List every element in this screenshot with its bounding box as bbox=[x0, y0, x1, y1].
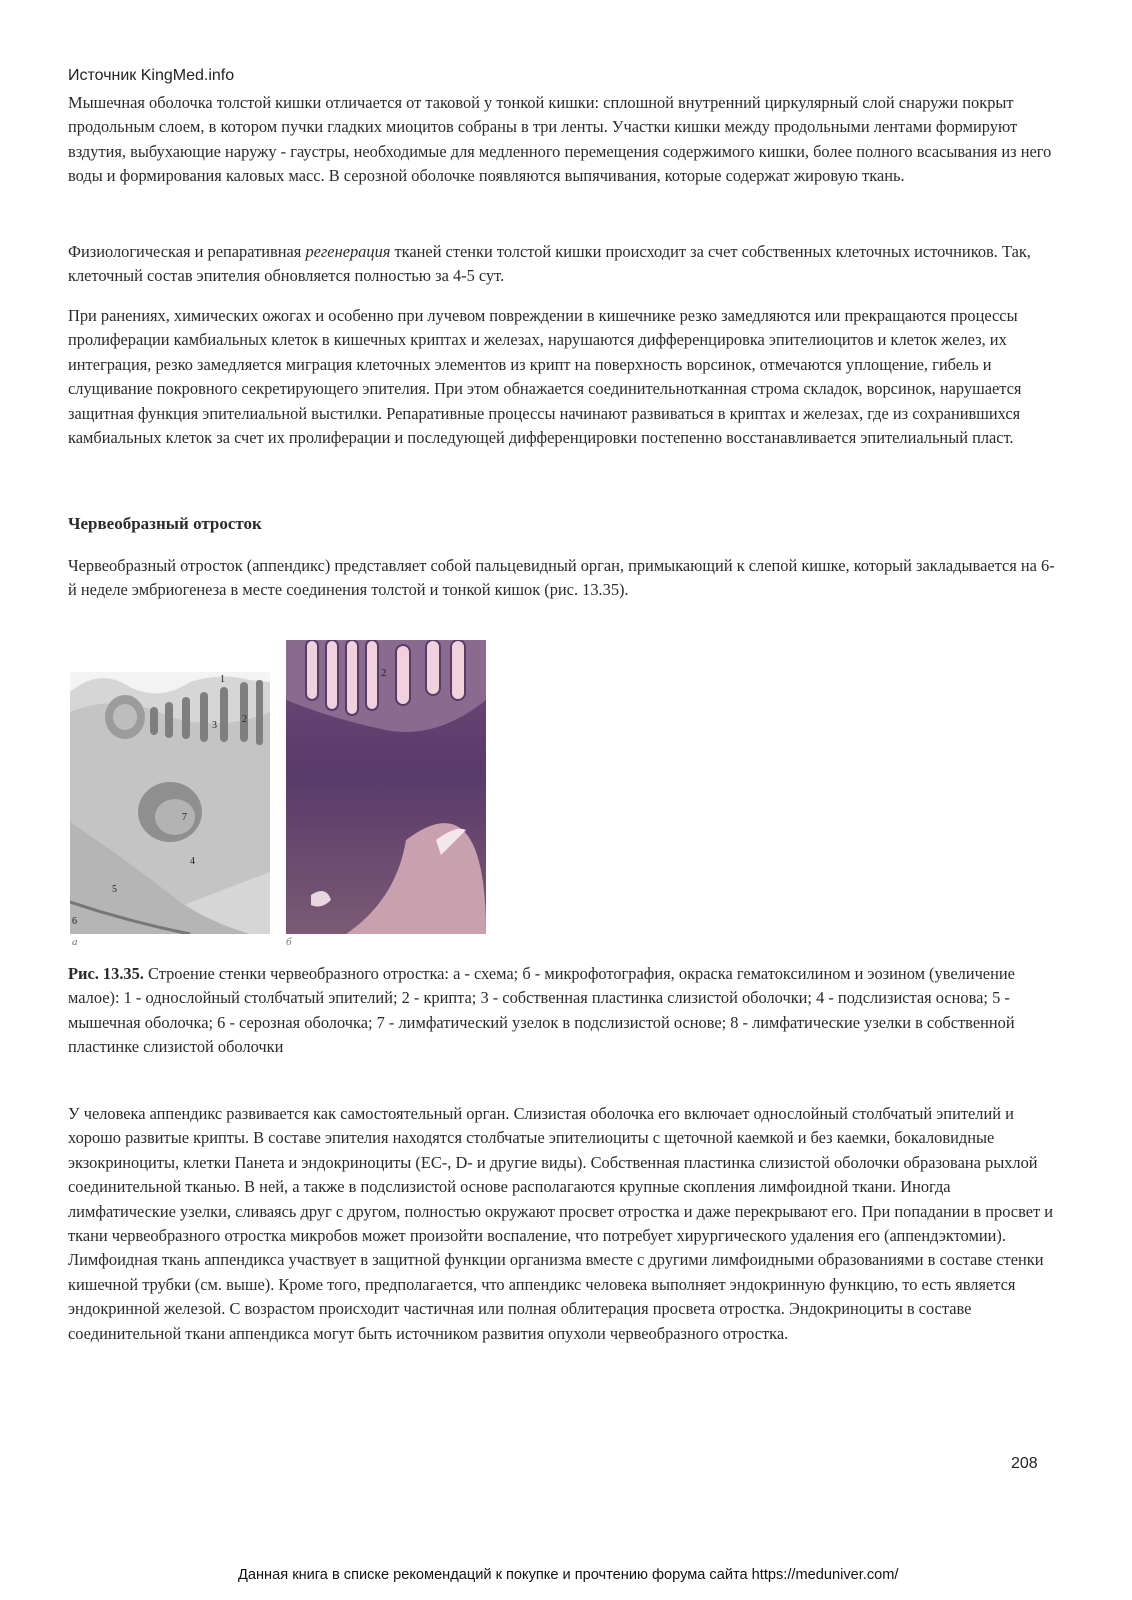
paragraph-appendix-intro: Червеобразный отросток (аппендикс) представляет собой пальцевидный орган, примыкающий к слепой кишке, который закладывается на 6-й неделе эмбриогенеза в месте соединения толстой и тонкой кишок (рис. 13.35). bbox=[68, 556, 1055, 600]
figure-caption-text: Строение стенки червеобразного отростка: а - схема; б - микрофотография, окраска гематоксилином и эозином (увеличение малое): 1 - однослойный столбчатый эпителий; 2 - крипта; 3 - собственная пластинка слизистой оболочки; 4 - подслизистая основа; 5 - мышечная оболочка; 6 - серозная оболочка; 7 - лимфатический узелок в подслизистой основе; 8 - лимфатические узелки в собственной пластинке слизистой оболочки bbox=[68, 964, 1015, 1057]
source-header: Источник KingMed.info bbox=[68, 67, 235, 84]
figure-13-35-micrograph bbox=[286, 640, 486, 934]
paragraph-regeneration-start: Физиологическая и репаративная bbox=[68, 242, 306, 261]
micrograph-label-2: 2 bbox=[381, 667, 387, 679]
scheme-label-2: 2 bbox=[242, 714, 247, 725]
scheme-label-3: 3 bbox=[212, 720, 217, 731]
panel-b-letter: б bbox=[286, 936, 292, 948]
scheme-illustration bbox=[70, 672, 270, 934]
figure-caption-label: Рис. 13.35. bbox=[68, 964, 144, 983]
footer-note: Данная книга в списке рекомендаций к покупке и прочтению форума сайта https://meduniver.com/ bbox=[238, 1567, 899, 1583]
page-number: 208 bbox=[1011, 1455, 1038, 1472]
section-heading-appendix: Червеобразный отросток bbox=[68, 514, 262, 533]
scheme-label-6: 6 bbox=[72, 916, 77, 927]
paragraph-muscular-layer: Мышечная оболочка толстой кишки отличается от таковой у тонкой кишки: сплошной внутренний циркулярный слой снаружи покрыт продольным слоем, в котором пучки гладких миоцитов собраны в три ленты. Участки кишки между продольными лентами формируют вздутия, выбухающие наружу - гаустры, необходимые для медленного перемещения содержимого кишки, более полного всасывания из него воды и формирования каловых масс. В серозной оболочке появляются выпячивания, которые содержат жировую ткань. bbox=[68, 93, 1052, 186]
paragraph-injuries: При ранениях, химических ожогах и особенно при лучевом повреждении в кишечнике резко замедляются или прекращаются процессы пролиферации камбиальных клеток в кишечных криптах и железах, нарушаются дифференцировка эпителиоцитов и клеток желез, их интеграция, резко замедляется миграция клеточных элементов из крипт на поверхность ворсинок, отмечаются уплощение, гибель и слущивание покровного секретирующего эпителия. При этом обнажается соединительнотканная строма складок, ворсинок, нарушается защитная функция эпителиальной выстилки. Репаративные процессы начинают развиваться в криптах и железах, где из сохранившихся камбиальных клеток за счет их пролиферации и последующей дифференцировки постепенно восстанавливается эпителиальный пласт. bbox=[68, 306, 1022, 448]
paragraph-appendix-human: У человека аппендикс развивается как самостоятельный орган. Слизистая оболочка его включает однослойный столбчатый эпителий и хорошо развитые крипты. В составе эпителия находятся столбчатые эпителиоциты с щеточной каемкой и без каемки, бокаловидные экзокриноциты, клетки Панета и эндокриноциты (ЕС-, D- и другие виды). Собственная пластинка слизистой оболочки образована рыхлой соединительной тканью. В ней, а также в подслизистой основе располагаются крупные скопления лимфоидной ткани. Иногда лимфатические узелки, сливаясь друг с другом, полностью окружают просвет отростка и даже перекрывают его. При попадании в просвет и ткани червеобразного отростка микробов может произойти воспаление, что потребует хирургического удаления его (аппендэктомии). Лимфоидная ткань аппендикса участвует в защитной функции организма вместе с другими лимфоидными образованиями в составе стенки кишечной трубки (см. выше). Кроме того, предполагается, что аппендикс человека выполняет эндокринную функцию, то есть является эндокринной железой. С возрастом происходит частичная или полная облитерация просвета отростка. Эндокриноциты в составе соединительной ткани аппендикса могут быть источником развития опухоли червеобразного отростка. bbox=[68, 1104, 1054, 1343]
figure-caption bbox=[68, 962, 1060, 1060]
scheme-label-5: 5 bbox=[112, 884, 117, 895]
figure-13-35-scheme bbox=[70, 672, 270, 934]
micrograph-image bbox=[286, 640, 486, 934]
panel-a-letter: а bbox=[72, 936, 78, 948]
scheme-label-4: 4 bbox=[190, 856, 195, 867]
scheme-label-7: 7 bbox=[182, 812, 187, 823]
paragraph-regeneration bbox=[68, 240, 1060, 289]
paragraph-regeneration-end: тканей стенки толстой кишки происходит за счет собственных клеточных источников. Так, клеточный состав эпителия обновляется полностью за 4-5 сут. bbox=[68, 242, 1031, 286]
regeneration-term: регенерация bbox=[305, 242, 391, 261]
scheme-label-1: 1 bbox=[220, 674, 225, 685]
